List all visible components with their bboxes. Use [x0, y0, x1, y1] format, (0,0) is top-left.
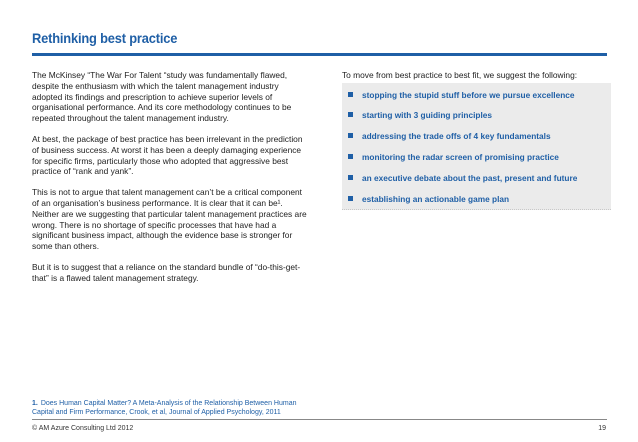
bullet-text: monitoring the radar screen of promising practice: [362, 152, 559, 162]
bullet-text: establishing an actionable game plan: [362, 194, 510, 204]
left-column-text: [32, 70, 308, 294]
square-bullet-icon: [348, 133, 353, 138]
bullet-text: addressing the trade offs of 4 key fundamentals: [362, 131, 551, 141]
right-column-intro: To move from best practice to best fit, we suggest the following:: [342, 70, 578, 80]
recommendations-panel: [342, 83, 611, 210]
footer-divider: [32, 419, 607, 420]
square-bullet-icon: [348, 196, 353, 201]
list-item: [348, 90, 575, 100]
list-item: [348, 110, 492, 120]
list-item: [348, 152, 559, 162]
list-item: [348, 131, 551, 141]
paragraph-not-to-argue: This is not to argue that talent management can’t be a critical component of an organisation’s business performance. It is clear that it can be¹. Neither are we suggesting that particular talent management practices are wrong. There is no shortage of specific processes that have had a significant business impact, although the evidence base is stronger for some than others.: [32, 187, 307, 252]
title-underline: [32, 53, 607, 56]
page-number: 19: [598, 425, 606, 432]
copyright-notice: © AM Azure Consulting Ltd 2012: [32, 425, 134, 432]
footnote-text: Does Human Capital Matter? A Meta-Analysis of the Relationship Between Human Capital and Firm Performance, Crook, et al, Journal of Applied Psychology, 2011: [32, 400, 297, 416]
square-bullet-icon: [348, 175, 353, 180]
square-bullet-icon: [348, 154, 353, 159]
list-item: [348, 194, 509, 204]
paragraph-war-for-talent: The McKinsey “The War For Talent “study was fundamentally flawed, despite the enthusiasm with which the talent management industry adopted its findings and prescription to achieve superior levels of organisational performance. And its core methodology continues to be repeated throughout the talent management industry.: [32, 70, 292, 124]
footnote-number: 1.: [32, 400, 38, 407]
paragraph-standard-bundle: But it is to suggest that a reliance on the standard bundle of “do-this-get-that” is a flawed talent management strategy.: [32, 261, 301, 283]
slide-title: Rethinking best practice: [32, 30, 178, 46]
paragraph-best-practice-irrelevant: At best, the package of best practice has been irrelevant in the prediction of business success. At worst it has been a deeply damaging experience for specific firms, particularly those who adopted that aggressive best practice of “rank and yank”.: [32, 133, 303, 177]
square-bullet-icon: [348, 112, 353, 117]
bullet-text: stopping the stupid stuff before we pursue excellence: [362, 90, 575, 100]
bullet-text: an executive debate about the past, present and future: [362, 173, 578, 183]
list-item: [348, 173, 577, 183]
square-bullet-icon: [348, 92, 353, 97]
footnote: [32, 399, 312, 417]
bullet-text: starting with 3 guiding principles: [362, 110, 492, 120]
